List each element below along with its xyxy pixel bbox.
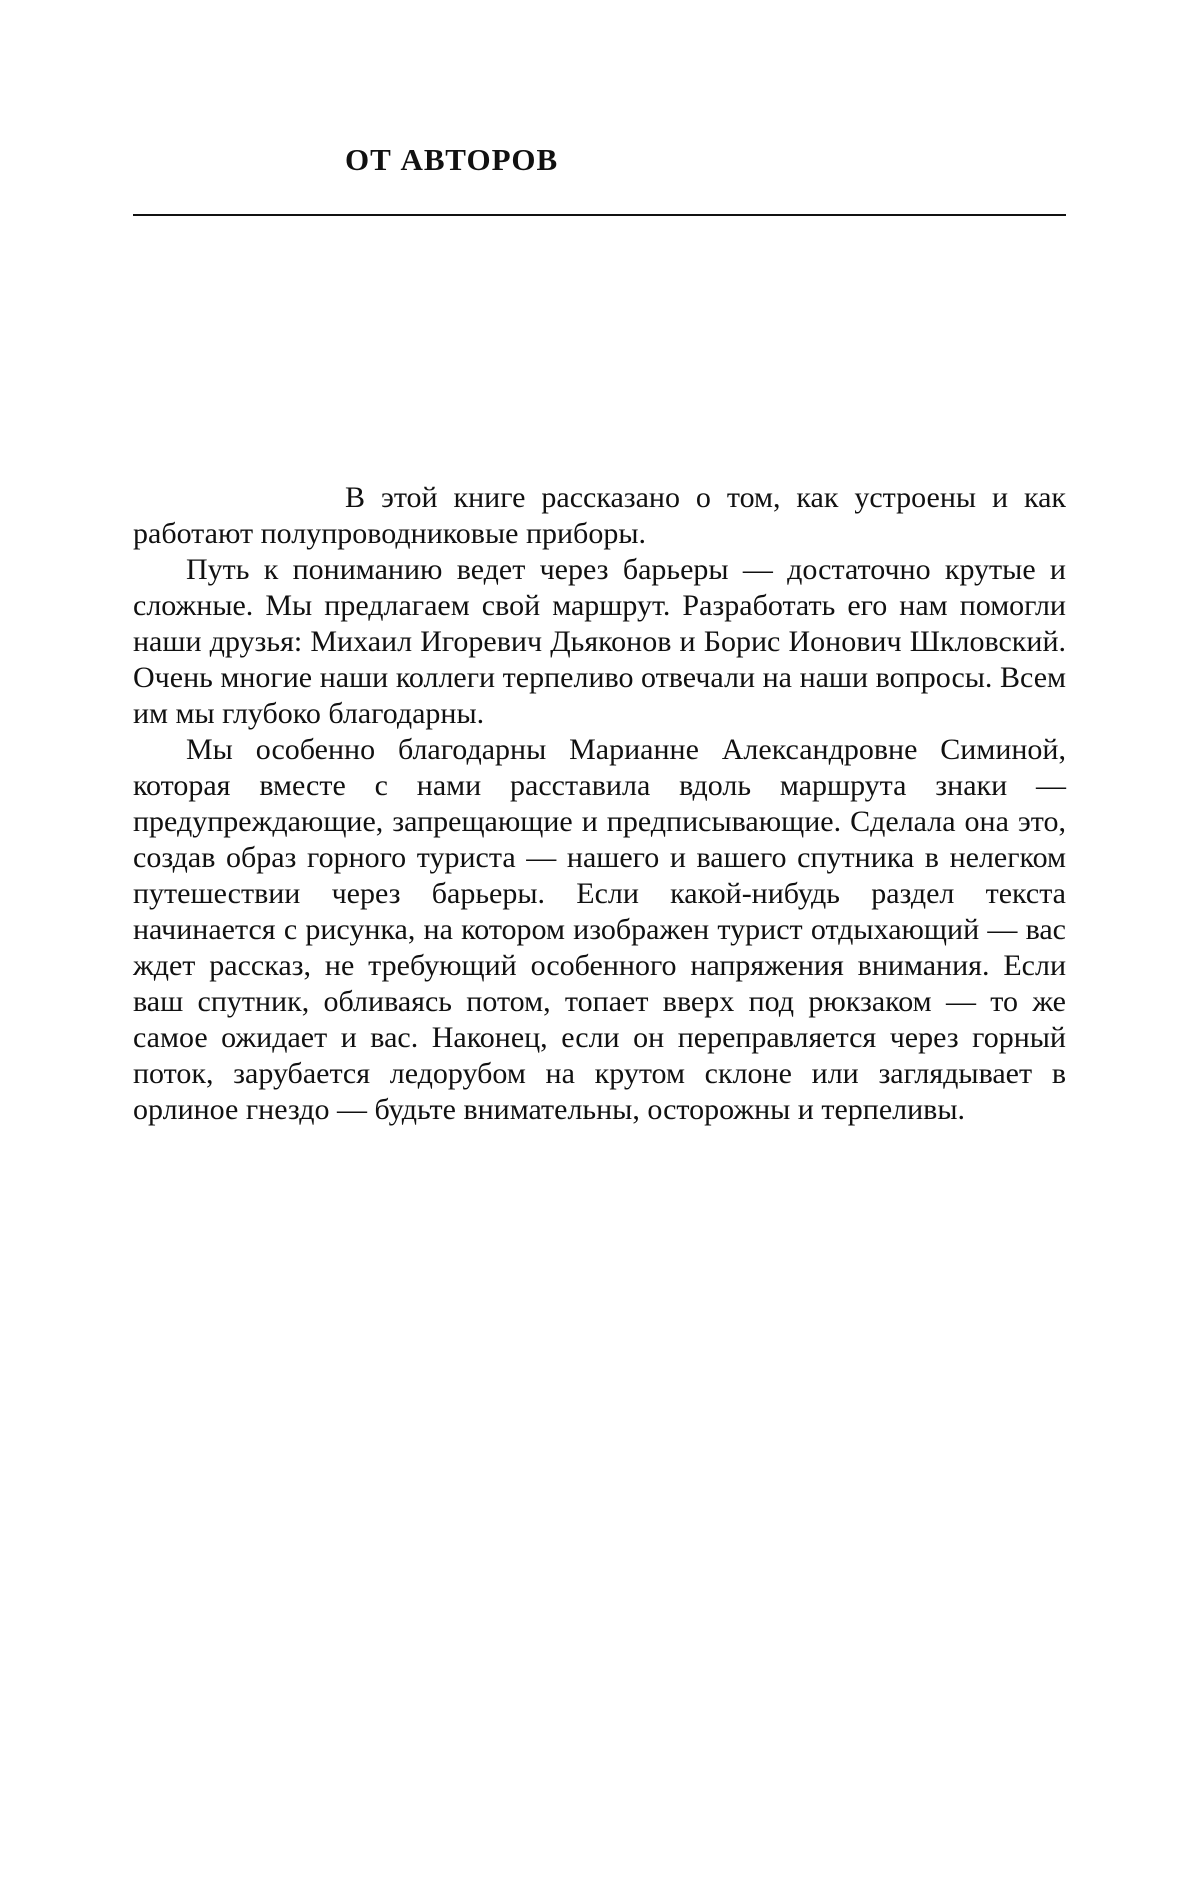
heading-rule [133,214,1066,216]
page-heading: ОТ АВТОРОВ [345,142,559,177]
paragraph-acknowledgements: Путь к пониманию ведет через барьеры — достаточно крутые и сложные. Мы предлагаем свой маршрут. Разработать его нам помогли наши друзья: Михаил Игоревич Дьяконов и Борис Ионович Шкловский. Очень многие наши коллеги терпеливо отвечали на наши вопросы. Всем им мы глубоко благодарны. [133,553,1066,730]
page-body [133,480,1066,1128]
paragraph-intro: В этой книге рассказано о том, как устроены и как работают полупроводниковые приборы. [133,481,1066,550]
paragraph-tourist-signs: Мы особенно благодарны Марианне Александровне Симиной, которая вместе с нами расставила вдоль маршрута знаки — предупреждающие, запрещающие и предписывающие. Сделала она это, создав образ горного туриста — нашего и вашего спутника в нелегком путешествии через барьеры. Если какой-нибудь раздел текста начинается с рисунка, на котором изображен турист отдыхающий — вас ждет рассказ, не требующий особенного напряжения внимания. Если ваш спутник, обливаясь потом, топает вверх под рюкзаком — то же самое ожидает и вас. Наконец, если он переправляется через горный поток, зарубается ледорубом на крутом склоне или заглядывает в орлиное гнездо — будьте внимательны, осторожны и терпеливы. [133,733,1066,1126]
